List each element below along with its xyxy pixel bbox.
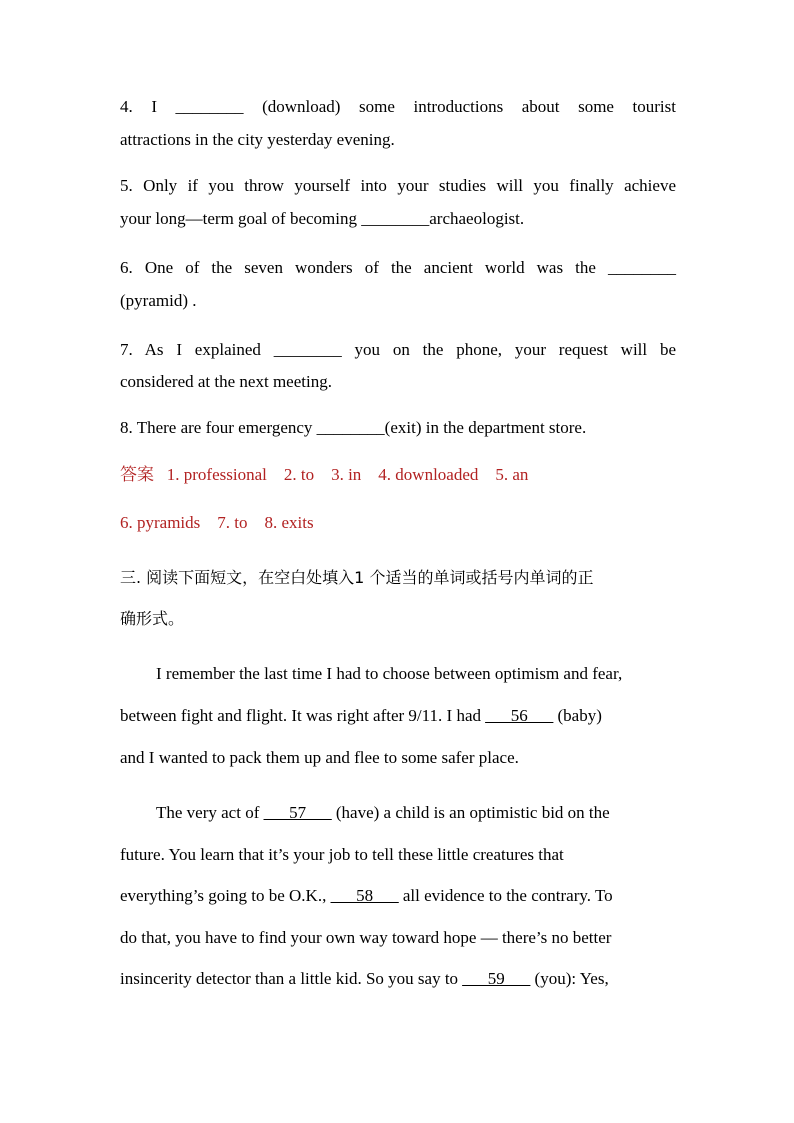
question-7-line-2: considered at the next meeting. — [120, 372, 332, 391]
passage-line — [120, 969, 676, 989]
passage-text: everything’s going to be O.K., — [120, 886, 331, 905]
passage-line: future. You learn that it’s your job to tell these little creatures that — [120, 845, 564, 864]
passage-text: (baby) — [553, 706, 602, 725]
passage-line: I remember the last time I had to choose between optimism and fear, — [156, 664, 623, 683]
question-5-line-1: 5. Only if you throw yourself into your studies will you finally achieve — [120, 176, 676, 195]
passage-text: The very act of — [156, 803, 264, 822]
question-5-line-2: your long—term goal of becoming ________archaeologist. — [120, 209, 525, 228]
passage-line: and I wanted to pack them up and flee to some safer place. — [120, 748, 519, 767]
blank-57[interactable]: ___57___ — [263, 803, 332, 822]
question-6-line-1: 6. One of the seven wonders of the ancient world was the ________ — [120, 258, 676, 277]
answer-key-line-1: 答案 1. professional 2. to 3. in 4. downloaded 5. an — [120, 465, 529, 484]
passage-line — [120, 706, 676, 726]
passage-text: insincerity detector than a little kid. So you say to — [120, 969, 463, 988]
passage-text: between fight and flight. It was right after 9/11. I had — [120, 706, 486, 725]
blank-56[interactable]: ___56___ — [485, 706, 554, 725]
instruction-line-2: 确形式。 — [120, 609, 185, 628]
question-4-line-2: attractions in the city yesterday evening. — [120, 130, 395, 149]
blank-59[interactable]: ___59___ — [462, 969, 531, 988]
passage-line: do that, you have to find your own way toward hope — there’s no better — [120, 928, 612, 947]
answer-key-line-2: 6. pyramids 7. to 8. exits — [120, 513, 314, 532]
passage-line — [156, 803, 676, 823]
question-8-line-1: 8. There are four emergency ________(exit) in the department store. — [120, 418, 587, 437]
passage-text: (you): Yes, — [530, 969, 609, 988]
blank-58[interactable]: ___58___ — [330, 886, 399, 905]
question-7-line-1: 7. As I explained ________ you on the phone, your request will be — [120, 340, 676, 359]
question-6-line-2: (pyramid) . — [120, 291, 197, 310]
instruction-line-1: 三. 阅读下面短文，在空白处填入1 个适当的单词或括号内单词的正 — [120, 568, 594, 587]
passage-text: (have) a child is an optimistic bid on the — [331, 803, 610, 822]
passage-text: all evidence to the contrary. To — [398, 886, 613, 905]
passage-line — [120, 886, 676, 906]
question-4-line-1: 4. I ________ (download) some introductions about some tourist — [120, 97, 676, 116]
